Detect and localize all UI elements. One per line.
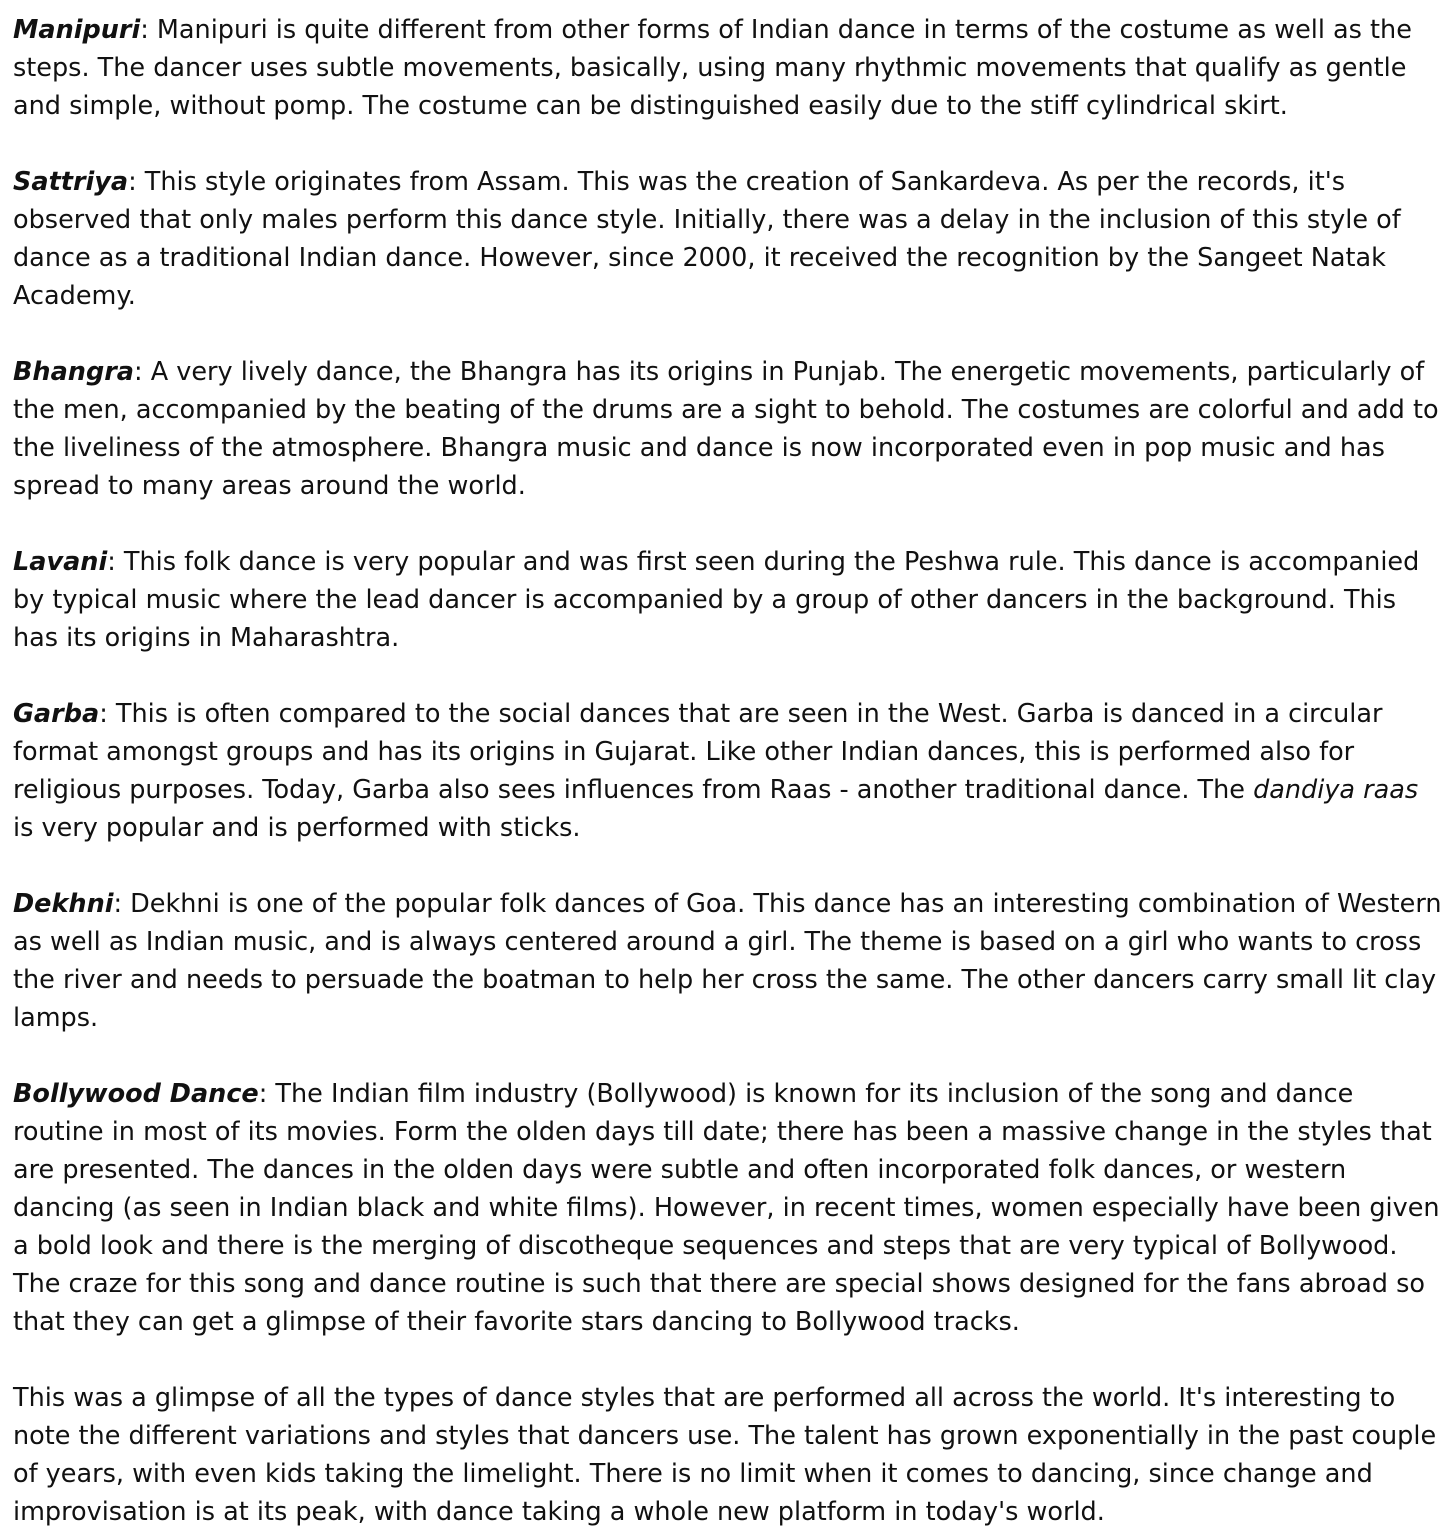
article-body	[13, 11, 1445, 1531]
dance-term: Bollywood Dance	[13, 1079, 259, 1109]
dance-description: : The Indian film industry (Bollywood) is known for its inclusion of the song and dance routine in most of its movies. Form the olden days till date; there has been a massive change in the styles that are presented. The dances in the olden days were subtle and often incorporated folk dances, or western dancing (as seen in Indian black and white films). However, in recent times, women especially have been given a bold look and there is the merging of discotheque sequences and steps that are very typical of Bollywood. The craze for this song and dance routine is such that there are special shows designed for the fans abroad so that they can get a glimpse of their favorite stars dancing to Bollywood tracks.	[13, 1079, 1440, 1337]
dance-description: : This style originates from Assam. This was the creation of Sankardeva. As per the records, it's observed that only males perform this dance style. Initially, there was a delay in the inclusion of this style of dance as a traditional Indian dance. However, since 2000, it received the recognition by the Sangeet Natak Academy.	[13, 167, 1401, 311]
dance-term: Garba	[13, 699, 100, 729]
dance-term: Sattriya	[13, 167, 129, 197]
section-garba	[13, 695, 1445, 847]
section-manipuri	[13, 11, 1445, 125]
dance-description: : A very lively dance, the Bhangra has its origins in Punjab. The energetic movements, particularly of the men, accompanied by the beating of the drums are a sight to behold. The costumes are colorful and add to the liveliness of the atmosphere. Bhangra music and dance is now incorporated even in pop music and has spread to many areas around the world.	[13, 357, 1439, 501]
conclusion-paragraph: This was a glimpse of all the types of dance styles that are performed all across the world. It's interesting to note the different variations and styles that dancers use. The talent has grown exponentially in the past couple of years, with even kids taking the limelight. There is no limit when it comes to dancing, since change and improvisation is at its peak, with dance taking a whole new platform in today's world.	[13, 1383, 1437, 1527]
dance-description: : This is often compared to the social dances that are seen in the West. Garba is danced in a circular format amongst groups and has its origins in Gujarat. Like other Indian dances, this is performed also for religious purposes. Today, Garba also sees influences from Raas - another traditional dance. The	[13, 699, 1383, 805]
dance-term: Bhangra	[13, 357, 134, 387]
dance-term: Manipuri	[13, 15, 141, 45]
section-sattriya	[13, 163, 1445, 315]
section-dekhni	[13, 885, 1445, 1037]
dance-description: : This folk dance is very popular and was first seen during the Peshwa rule. This dance is accompanied by typical music where the lead dancer is accompanied by a group of other dancers in the background. This has its origins in Maharashtra.	[13, 547, 1420, 653]
section-lavani	[13, 543, 1445, 657]
section-bollywood-dance	[13, 1075, 1445, 1341]
section-bhangra	[13, 353, 1445, 505]
dance-term: Lavani	[13, 547, 108, 577]
dance-description: : Manipuri is quite different from other forms of Indian dance in terms of the costume as well as the steps. The dancer uses subtle movements, basically, using many rhythmic movements that qualify as gentle and simple, without pomp. The costume can be distinguished easily due to the stiff cylindrical skirt.	[13, 15, 1412, 121]
dance-description-continued: is very popular and is performed with sticks.	[13, 813, 581, 843]
dandiya-raas-emphasis: dandiya raas	[1253, 775, 1419, 805]
dance-description: : Dekhni is one of the popular folk dances of Goa. This dance has an interesting combination of Western as well as Indian music, and is always centered around a girl. The theme is based on a girl who wants to cross the river and needs to persuade the boatman to help her cross the same. The other dancers carry small lit clay lamps.	[13, 889, 1442, 1033]
dance-term: Dekhni	[13, 889, 114, 919]
